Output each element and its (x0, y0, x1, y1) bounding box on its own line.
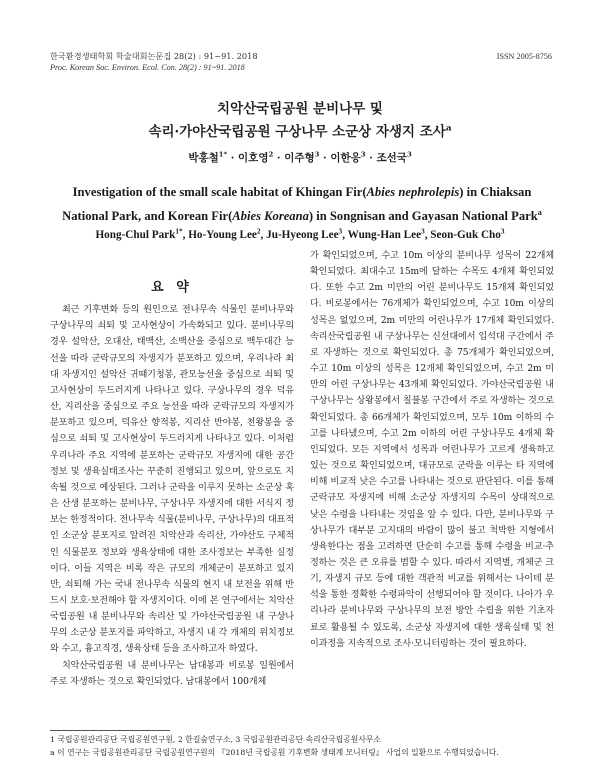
title-en-sup: a (537, 207, 542, 217)
title-ko-line1: 치악산국립공원 분비나무 및 (217, 101, 383, 117)
author-en: Seon-Guk Cho (430, 229, 501, 241)
species-name: Abies Koreana (232, 209, 309, 223)
footnote-funding: a 이 연구는 국립공원관리공단 국립공원연구원의 『2018년 국립공원 기후변화 생태계 모니터링』 사업의 일환으로 수행되었습니다. (50, 748, 499, 757)
abstract-heading: 요 약 (151, 280, 193, 295)
author-en: Ho-Young Lee (188, 229, 257, 241)
author-ko-affil: 3 (360, 150, 366, 159)
title-ko-line2 (0, 120, 600, 140)
title-en-part: ) in Chiaksan National Park, and Korean Fir( (62, 185, 532, 223)
footnote-divider (50, 730, 170, 731)
abstract-paragraph: 가 확인되었으며, 수고 10m 이상의 분비나무 성목이 22개체 확인되었다. 최대수고 15m에 달하는 수목도 4개체 확인되었다. 또한 수고 2m 미만의 어린 분비나무도 15개체 확인되었다. 비로봉에서는 76개체가 확인되었으며, 수고 10m 이상의 성목은 없었으며, 2m 미만의 어린나무가 17개체 확인되었다. 속리산국립공원 내 구상나무는 신선대에서 입석대 구간에서 주로 자생하는 것으로 확인되었다. 총 75개체가 확인되었으며, 수고 10m 이상의 성목은 12개체 확인되었으며, 수고 2m 미만의 어린 구상나무는 43개체 확인되었다. 가야산국립공원 내 구상나무는 상왕봉에서 칠불봉 구간에서 주로 자생하는 것으로 확인되었다. 총 66개체가 확인되었으며, 모두 10m 이하의 수고를 나타냈으며, 수고 2m 이하의 어린 구상나무도 4개체 확인되었다. 모든 지역에서 성목과 어린나무가 고르게 생육하고 있는 것으로 확인되었으며, 대규모로 군락을 이루는 타 지역에 비해 비교적 낮은 수고를 나타내는 것으로 판단된다. 이를 통해 군락규모 자생지에 비해 소군상 자생지의 수목이 상대적으로 낮은 수령을 나타내는 것임을 알 수 있다. 다만, 분비나무와 구상나무가 대부분 고지대의 바람이 많이 불고 척박한 지형에서 생육한다는 점을 고려하면 단순히 수고를 통해 수령을 비교·추정하는 것은 큰 오류를 범할 수 있다. 따라서 지역별, 개체군 크기, 자생지 규모 등에 대한 객관적 비교를 위해서는 나이테 분석을 통한 정확한 수령파악이 선행되어야 할 것이다. 나아가 우리나라 분비나무와 구상나무의 보전 방안 수립을 위한 기초자료로 활용될 수 있도록, 소군상 자생지에 대한 생육실태 및 천이과정을 지속적으로 조사·모니터링하는 것이 필요하다. (310, 251, 554, 649)
journal-citation-en: Proc. Korean Soc. Environ. Ecol. Con. 28(2) : 91~91. 2018 (50, 63, 245, 72)
author-ko-affil: 3 (314, 150, 320, 159)
author-ko: 박홍철 (188, 152, 219, 164)
abstract-paragraph: 최근 기후변화 등의 원인으로 전나무속 식물인 분비나무와 구상나무의 쇠퇴 및 고사현상이 가속화되고 있다. 분비나무의 경우 설악산, 오대산, 태백산, 소백산을 중심으로 백두대간 능선을 따라 군락규모의 자생지가 분포하고 있으며, 우리나라 최대 자생지인 설악산 귀때기청봉, 관모능선을 중심으로 쇠퇴 및 고사현상이 두드러지게 나타나고 있다. 구상나무의 경우 덕유산, 지리산을 중심으로 주요 능선을 따라 군락규모의 자생지가 분포하고 있으며, 덕유산 향적봉, 지리산 반야봉, 천왕봉을 중심으로 쇠퇴 및 고사현상이 두드러지게 나타나고 있다. 이처럼 우리나라 주요 지역에 분포하는 군락규모 자생지에 대한 공간정보 및 생육실태조사는 꾸준히 진행되고 있으며, 앞으로도 지속될 것으로 예상된다. 그러나 군락을 이루지 못하는 소군상 혹은 산생 분포하는 분비나무, 구상나무 자생지에 대한 서식지 정보는 한정적이다. 전나무속 식물(분비나무, 구상나무)의 대표적인 소군상 분포지로 알려진 치악산과 속리산, 가야산도 구체적인 식물분포 정보와 생육상태에 대한 조사정보는 부족한 실정이다. 이들 지역은 비록 작은 규모의 개체군이 분포하고 있지만, 쇠퇴해 가는 국내 전나무속 식물의 현지 내 보전을 위해 반드시 보호·보전해야 할 자생지이다. 이에 본 연구에서는 치악산국립공원 내 분비나무와 속리산 및 가야산국립공원 내 구상나무의 소군상 분포지를 파악하고, 자생지 내 각 개체의 위치정보와 수고, 흉고직경, 생육상태 등을 조사하고자 하였다. (50, 305, 294, 655)
issn: ISSN 2005-8756 (496, 52, 552, 61)
author-ko: 조선국 (376, 152, 407, 164)
abstract-left-column (50, 280, 294, 690)
author-en: Wung-Han Lee (347, 229, 422, 241)
author-ko-affil: 2 (268, 150, 274, 159)
author-en: Ju-Hyeong Lee (266, 229, 339, 241)
author-ko: 이호영 (238, 152, 269, 164)
author-ko-affil: 1* (218, 150, 228, 159)
title-en (52, 180, 552, 228)
author-en-affil: 3 (500, 227, 505, 236)
author-ko: 이주형 (284, 152, 315, 164)
title-ko-line2-text: 속리·가야산국립공원 구상나무 소군상 자생지 조사 (148, 124, 446, 140)
author-en: Hong-Chul Park (95, 229, 176, 241)
author-en-affil: 3 (338, 227, 343, 236)
title-ko-sup: a (445, 123, 452, 134)
abstract-right-column (310, 248, 554, 652)
title-en-part: Investigation of the small scale habitat of Khingan Fir( (72, 185, 367, 199)
author-ko: 이한응 (330, 152, 361, 164)
author-en-affil: 1* (175, 227, 183, 236)
authors-en: Hong-Chul Park$^{1*}$, Ho-Young Lee$^2$, Ju-Hyeong Lee$^3$, Wung-Han Lee$^3$, Seon-Guk Cho$^3$ (95, 227, 505, 241)
journal-citation-ko: 한국환경생태학회 학술대회논문집 28(2) : 91~91. 2018 (50, 51, 258, 61)
abstract-paragraph: 치악산국립공원 내 분비나무는 남대봉과 비로봉 일원에서 주로 자생하는 것으로 확인되었다. 남대봉에서 100개체 (50, 660, 294, 687)
author-ko-affil: 3 (406, 150, 412, 159)
author-en-affil: 2 (256, 227, 261, 236)
journal-header (50, 51, 258, 73)
author-en-affil: 3 (421, 227, 425, 236)
species-name: Abies nephrolepis (366, 185, 460, 199)
authors-ko: 박홍철$^{1*}$ · 이호영$^2$ · 이주형$^3$ · 이한응$^3$ · 조선국$^3$ (188, 150, 412, 164)
title-en-part: ) in Songnisan and Gayasan National Park (308, 209, 538, 223)
footnote-affiliations: 1 국립공원관리공단 국립공원연구원, 2 한길숲연구소, 3 국립공원관리공단 속리산국립공원사무소 (50, 735, 381, 744)
